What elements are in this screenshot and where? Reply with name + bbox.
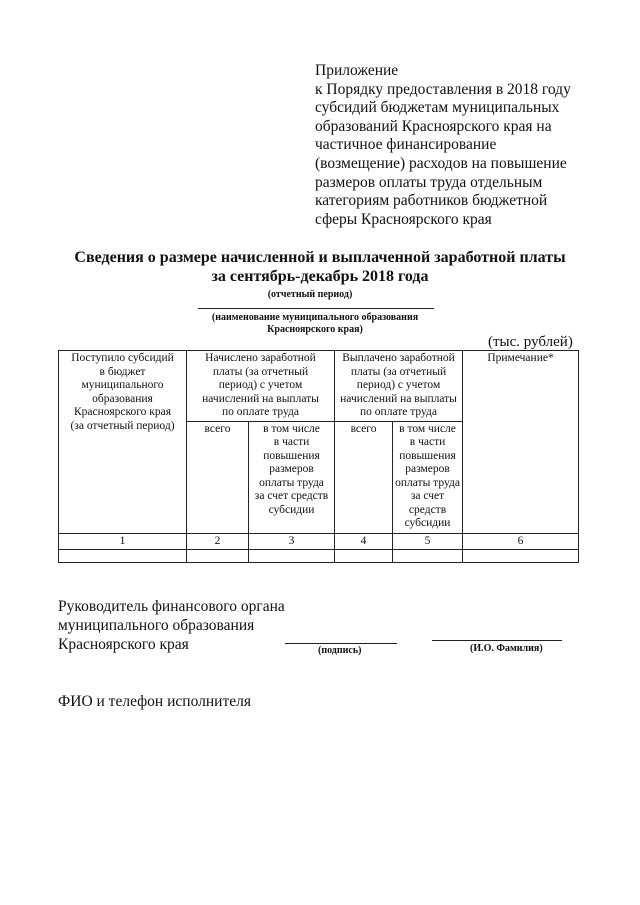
annex-line: к Порядку предоставления в 2018 году	[315, 80, 571, 98]
signature-line: Красноярского края	[58, 636, 189, 653]
period-label: (отчетный период)	[267, 289, 353, 300]
header-line: начислений на выплаты	[340, 392, 457, 405]
table-row	[59, 550, 579, 563]
header-line: муниципального	[81, 379, 164, 391]
column-numbers-row	[59, 533, 579, 550]
org-name-underline	[198, 308, 434, 309]
table-cell[interactable]	[187, 550, 249, 563]
name-caption: (И.О. Фамилия)	[470, 643, 543, 654]
executor-label: ФИО и телефон исполнителя	[58, 693, 251, 710]
signature-line: Руководитель финансового органа	[58, 598, 285, 615]
units-label: (тыс. рублей)	[488, 334, 573, 350]
header-line: в части	[409, 436, 446, 448]
paid-subsidy-header	[393, 421, 463, 533]
header-line: Выплачено заработной	[342, 352, 455, 364]
accrued-total-header: всего	[187, 421, 249, 533]
column-number: 1	[59, 533, 187, 550]
annex-line: частичное финансирование	[315, 136, 497, 154]
signature-block	[58, 597, 285, 654]
table-cell[interactable]	[463, 550, 579, 563]
column-number: 4	[335, 533, 393, 550]
org-name-label	[180, 312, 450, 336]
header-line: начислений на выплаты	[202, 392, 319, 405]
header-line: период) с учетом	[218, 379, 303, 391]
column-number: 5	[393, 533, 463, 550]
annex-line: категориям работников бюджетной	[315, 192, 548, 210]
table-cell[interactable]	[249, 550, 335, 563]
header-line: оплаты труда	[259, 476, 324, 489]
header-line: субсидии	[404, 517, 451, 529]
header-line: (за отчетный период)	[70, 419, 175, 432]
header-line: размеров	[405, 463, 450, 475]
org-label-line-1: (наименование муниципального образования	[211, 312, 419, 323]
header-line: по оплате труда	[222, 406, 299, 418]
table-cell[interactable]	[335, 550, 393, 563]
annex-line: (возмещение) расходов на повышение	[315, 154, 567, 172]
header-line: образования	[92, 392, 153, 405]
header-line: период) с учетом	[356, 379, 441, 391]
annex-line: образований Красноярского края на	[315, 117, 552, 135]
title-line-1: Сведения о размере начисленной и выплаченной заработной платы	[74, 249, 566, 266]
header-line: по оплате труда	[360, 406, 438, 418]
annex-line: размеров оплаты труда отдельным	[315, 173, 543, 191]
header-line: Поступило субсидий	[71, 352, 174, 364]
accrued-subsidy-header	[249, 421, 335, 533]
header-line: в том числе	[263, 422, 320, 435]
table-cell[interactable]	[393, 550, 463, 563]
header-line: повышения	[399, 449, 456, 462]
header-line: платы (за отчетный	[350, 365, 447, 378]
annex-header	[315, 62, 625, 229]
column-number: 6	[463, 533, 579, 550]
column-number: 3	[249, 533, 335, 550]
header-line: в части	[273, 436, 310, 448]
header-line: Красноярского края	[74, 406, 171, 418]
header-line: размеров	[269, 463, 314, 475]
header-line: в бюджет	[99, 365, 146, 378]
header-line: платы (за отчетный	[212, 365, 309, 378]
header-line: за счет	[410, 490, 445, 502]
header-line: повышения	[263, 449, 320, 462]
header-line: субсидии	[268, 503, 315, 516]
annex-line: субсидий бюджетам муниципальных	[315, 99, 560, 117]
org-label-line-2: Красноярского края)	[267, 324, 363, 335]
accrued-salary-header	[187, 351, 335, 422]
header-line: в том числе	[399, 422, 456, 435]
title-line-2: за сентябрь-декабрь 2018 года	[211, 268, 429, 285]
paid-salary-header	[335, 351, 463, 422]
note-header: Примечание*	[463, 351, 579, 534]
header-line: Начислено заработной	[205, 352, 316, 364]
table-cell[interactable]	[59, 550, 187, 563]
annex-line: Приложение	[315, 62, 399, 79]
document-title	[40, 248, 600, 286]
subsidies-received-header	[59, 351, 187, 534]
salary-table	[58, 350, 579, 563]
header-line: за счет средств	[254, 490, 329, 502]
signature-underline[interactable]	[285, 643, 397, 644]
name-underline[interactable]	[432, 640, 562, 641]
signature-line: муниципального образования	[58, 617, 255, 634]
paid-total-header: всего	[335, 421, 393, 533]
annex-line: сферы Красноярского края	[315, 210, 492, 228]
signature-caption: (подпись)	[318, 645, 362, 656]
header-line: оплаты труда	[395, 476, 460, 489]
header-line: средств	[408, 503, 447, 516]
column-number: 2	[187, 533, 249, 550]
